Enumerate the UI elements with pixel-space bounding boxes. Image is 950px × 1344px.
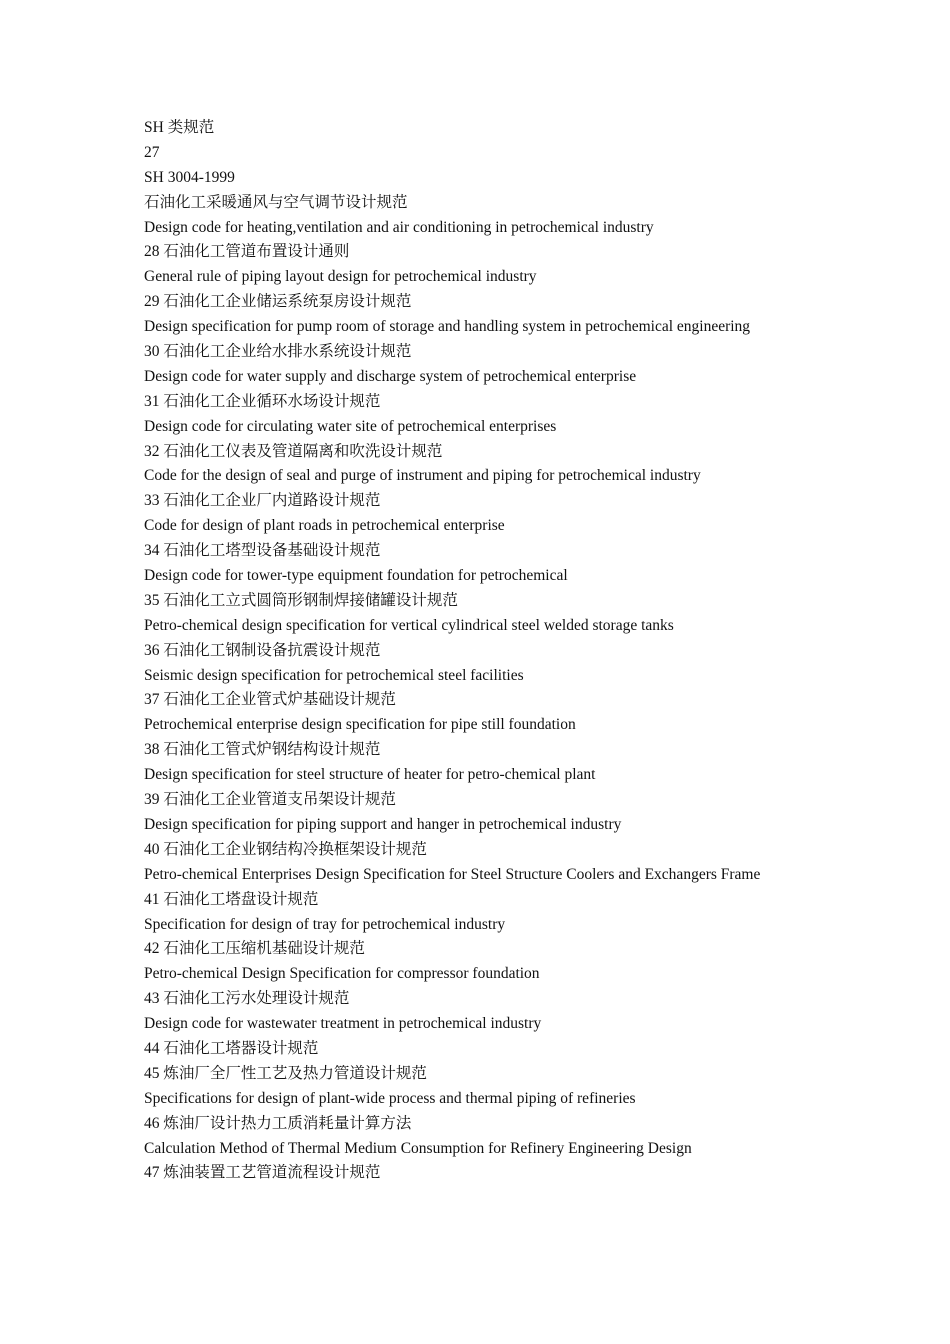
- text-line: General rule of piping layout design for petrochemical industry: [144, 268, 537, 286]
- text-line: SH 3004-1999: [144, 168, 235, 186]
- text-line: 46 炼油厂设计热力工质消耗量计算方法: [144, 1114, 412, 1132]
- text-line: 石油化工采暖通风与空气调节设计规范: [144, 193, 408, 211]
- text-line: 39 石油化工企业管道支吊架设计规范: [144, 791, 396, 809]
- text-line: Petro-chemical design specification for vertical cylindrical steel welded storage tanks: [144, 616, 674, 634]
- text-line: 36 石油化工钢制设备抗震设计规范: [144, 641, 381, 659]
- document-body: [144, 116, 806, 1186]
- text-line: 47 炼油装置工艺管道流程设计规范: [144, 1164, 381, 1182]
- text-line: Design specification for piping support and hanger in petrochemical industry: [144, 815, 622, 833]
- text-line: Design code for circulating water site of petrochemical enterprises: [144, 417, 557, 435]
- text-line: Petro-chemical Design Specification for compressor foundation: [144, 965, 540, 983]
- text-line: Design specification for steel structure of heater for petro-chemical plant: [144, 766, 596, 784]
- text-line: 44 石油化工塔器设计规范: [144, 1039, 319, 1057]
- text-line: Design specification for pump room of storage and handling system in petrochemical engineering: [144, 318, 751, 336]
- justified-paragraph: Petro-chemical Enterprises Design Specification for Steel Structure Coolers and Exchangers Frame: [144, 865, 761, 883]
- text-line: 34 石油化工塔型设备基础设计规范: [144, 542, 381, 560]
- text-line: 33 石油化工企业厂内道路设计规范: [144, 492, 381, 510]
- text-line: 45 炼油厂全厂性工艺及热力管道设计规范: [144, 1064, 427, 1082]
- text-line: Calculation Method of Thermal Medium Consumption for Refinery Engineering Design: [144, 1139, 692, 1157]
- text-line: 27: [144, 143, 160, 161]
- text-line: Code for the design of seal and purge of instrument and piping for petrochemical industry: [144, 467, 701, 485]
- text-line: Design code for wastewater treatment in petrochemical industry: [144, 1015, 542, 1033]
- text-line: Specifications for design of plant-wide process and thermal piping of refineries: [144, 1089, 636, 1107]
- text-line: Design code for heating,ventilation and air conditioning in petrochemical industry: [144, 218, 654, 236]
- text-line: SH 类规范: [144, 119, 215, 136]
- text-line: 42 石油化工压缩机基础设计规范: [144, 940, 365, 958]
- text-line: 37 石油化工企业管式炉基础设计规范: [144, 691, 396, 709]
- text-line: Design code for tower-type equipment foundation for petrochemical: [144, 567, 568, 585]
- text-line: 40 石油化工企业钢结构冷换框架设计规范: [144, 840, 427, 858]
- text-line: 32 石油化工仪表及管道隔离和吹洗设计规范: [144, 442, 443, 460]
- text-line: 29 石油化工企业储运系统泵房设计规范: [144, 293, 412, 311]
- text-line: 30 石油化工企业给水排水系统设计规范: [144, 343, 412, 361]
- text-line: Petrochemical enterprise design specification for pipe still foundation: [144, 716, 576, 734]
- text-line: 35 石油化工立式圆筒形钢制焊接储罐设计规范: [144, 591, 458, 609]
- text-line: 28 石油化工管道布置设计通则: [144, 243, 350, 261]
- text-line: Design code for water supply and discharge system of petrochemical enterprise: [144, 367, 637, 385]
- text-line: Seismic design specification for petrochemical steel facilities: [144, 666, 524, 684]
- text-line: 41 石油化工塔盘设计规范: [144, 890, 319, 908]
- text-line: Code for design of plant roads in petrochemical enterprise: [144, 517, 505, 535]
- text-line: 31 石油化工企业循环水场设计规范: [144, 392, 381, 410]
- text-line: Specification for design of tray for petrochemical industry: [144, 915, 506, 933]
- text-line: 43 石油化工污水处理设计规范: [144, 990, 350, 1008]
- text-line: 38 石油化工管式炉钢结构设计规范: [144, 741, 381, 759]
